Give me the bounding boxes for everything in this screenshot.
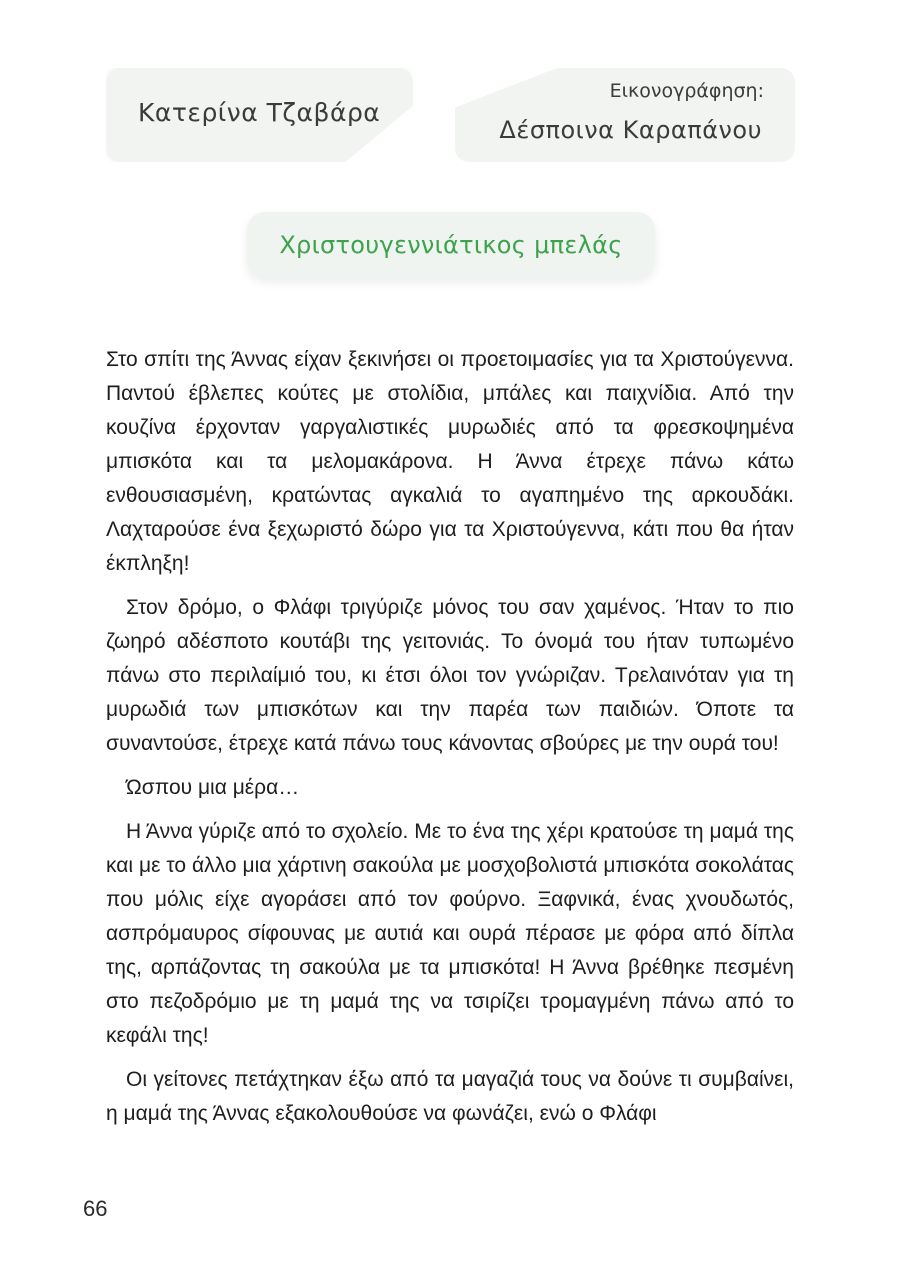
story-title: Χριστουγεννιάτικος μπελάς (279, 231, 623, 259)
story-paragraph: Στον δρόμο, ο Φλάφι τριγύριζε μόνος του σαν χαμένος. Ήταν το πιο ζωηρό αδέσποτο κουτάβι της γειτονιάς. Το όνομά του ήταν τυπωμένο πάνω στο περιλαίμιό του, κι έτσι όλοι τον γνώριζαν. Τρελαινόταν για τη μυρωδιά των μπισκότων και την παρέα των παιδιών. Όποτε τα συναντούσε, έτρεχε κατά πάνω τους κάνοντας σβούρες με την ουρά του! (106, 596, 794, 755)
author-name: Κατερίνα Τζαβάρα (138, 98, 381, 127)
page-number: 66 (83, 1196, 108, 1221)
illustration-label: Εικονογράφηση: (609, 80, 764, 102)
story-paragraph: Οι γείτονες πετάχτηκαν έξω από τα μαγαζιά τους να δούνε τι συμβαίνει, η μαμά της Άννας εξακολουθούσε να φωνάζει, ενώ ο Φλάφι (106, 1068, 794, 1125)
illustrator-name: Δέσποινα Καραπάνου (499, 116, 762, 144)
story-paragraph: Ώσπου μια μέρα… (126, 776, 300, 799)
story-paragraph: Η Άννα γύριζε από το σχολείο. Με το ένα της χέρι κρατούσε τη μαμά της και με το άλλο μια χάρτινη σακούλα με μοσχοβολιστά μπισκότα σοκολάτας που μόλις είχε αγοράσει από τον φούρνο. Ξαφνικά, ένας χνουδωτός, ασπρόμαυρος σίφουνας με αυτιά και ουρά πέρασε με φόρα από δίπλα της, αρπάζοντας τη σακούλα με τα μπισκότα! Η Άννα βρέθηκε πεσμένη στο πεζοδρόμιο με τη μαμά της να τσιρίζει τρομαγμένη πάνω από το κεφάλι της! (106, 820, 794, 1047)
story-body (106, 343, 794, 1141)
story-paragraph: Στο σπίτι της Άννας είχαν ξεκινήσει οι προετοιμασίες για τα Χριστούγεννα. Παντού έβλεπες κούτες με στολίδια, μπάλες και παιχνίδια. Από την κουζίνα έρχονταν γαργαλιστικές μυρωδιές από τα φρεσκοψημένα μπισκότα και τα μελομακάρονα. Η Άννα έτρεχε πάνω κάτω ενθουσιασμένη, κρατώντας αγκαλιά το αγαπημένο της αρκουδάκι. Λαχταρούσε ένα ξεχωριστό δώρο για τα Χριστούγεννα, κάτι που θα ήταν έκπληξη! (106, 348, 794, 575)
story-title-box (247, 212, 655, 278)
